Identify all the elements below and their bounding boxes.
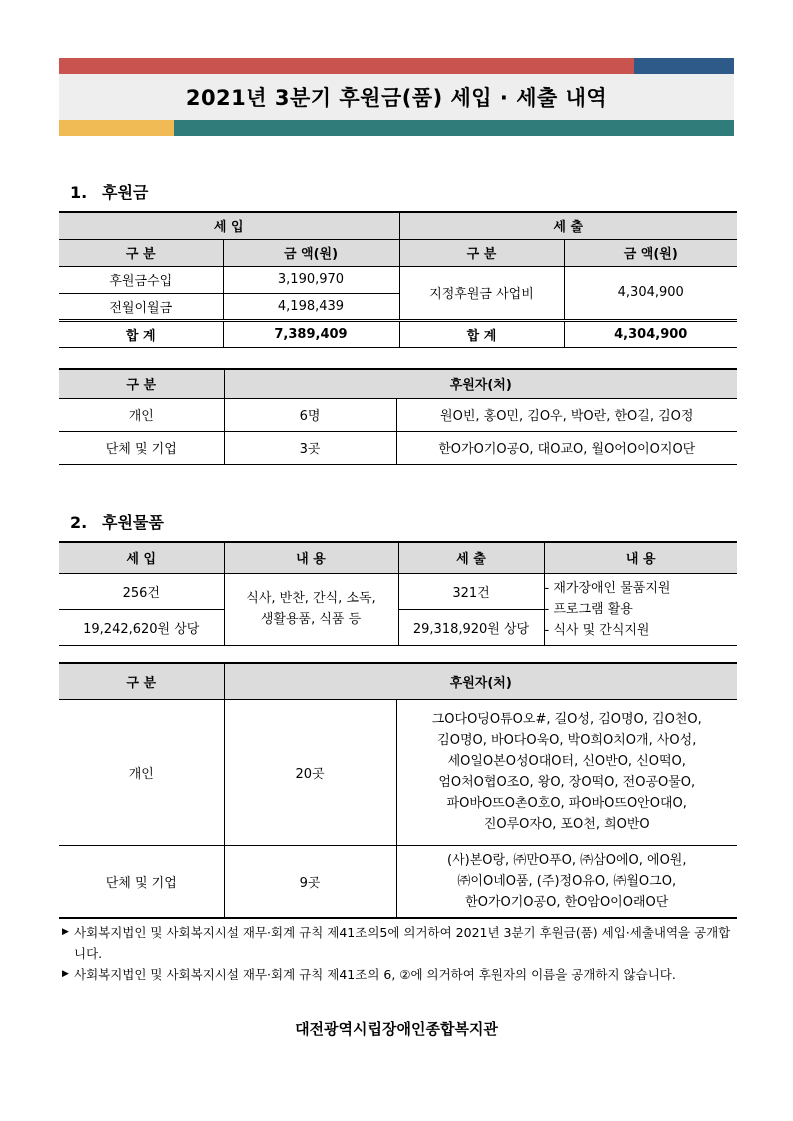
donor-names: 원O빈, 홍O민, 김O우, 박O란, 한O길, 김O정 bbox=[396, 398, 737, 431]
donor-names-line: 엄O처O협O조O, 왕O, 장O떡O, 전O공O물O, bbox=[438, 775, 696, 790]
note-text: 사회복지법인 및 사회복지시설 재무·회계 규칙 제41조의5에 의거하여 2021년 3분기 후원금(품) 세입·세출내역을 공개합니다. bbox=[74, 925, 731, 961]
header-bar-red bbox=[59, 58, 634, 74]
donor-names-line: (사)본O랑, ㈜만O푸O, ㈜삼O에O, 에O원, bbox=[447, 852, 687, 868]
income-total-amount: 7,389,409 bbox=[223, 320, 399, 347]
goods-income-value: 19,242,620원 상당 bbox=[59, 609, 224, 645]
expense-row-amount: 4,304,900 bbox=[564, 266, 737, 320]
triangle-bullet-icon: ▶ bbox=[62, 969, 69, 979]
income-row-amount: 3,190,970 bbox=[223, 266, 399, 293]
donor-type: 단체 및 기업 bbox=[59, 431, 224, 464]
triangle-bullet-icon: ▶ bbox=[62, 927, 69, 937]
table-row bbox=[59, 845, 737, 918]
donor-names-line: 한O가O기O공O, 한O암O이O래O단 bbox=[465, 894, 669, 910]
donor-count: 9곳 bbox=[224, 845, 396, 918]
goods-expense-value: 29,318,920원 상당 bbox=[398, 609, 544, 645]
goods-usage-line: - 프로그램 활용 bbox=[544, 601, 633, 617]
donor-names-line: 진O루O자O, 포O천, 희O반O bbox=[483, 817, 650, 832]
goods-donors-table bbox=[59, 662, 737, 919]
page-title: 2021년 3분기 후원금(품) 세입 · 세출 내역 bbox=[59, 74, 734, 120]
income-header: 세 입 bbox=[59, 212, 399, 239]
goods-content-header: 내 용 bbox=[224, 542, 398, 573]
header-bar-yellow bbox=[59, 120, 174, 136]
section-1-title bbox=[70, 180, 148, 203]
table-row bbox=[59, 398, 737, 431]
donors-category-header: 구 분 bbox=[59, 369, 224, 398]
goods-income-header: 세 입 bbox=[59, 542, 224, 573]
goods-income-content bbox=[224, 573, 398, 645]
donor-names-line: 그O다O딩O튜O오#, 길O성, 김O명O, 김O천O, bbox=[431, 712, 702, 727]
table-row bbox=[59, 573, 737, 609]
goods-content-line: 생활용품, 식품 등 bbox=[260, 612, 362, 627]
expense-category-header: 구 분 bbox=[399, 239, 564, 266]
table-row bbox=[59, 431, 737, 464]
donor-type: 개인 bbox=[59, 699, 224, 845]
donor-names: 한O가O기O공O, 대O교O, 월O어O이O지O단 bbox=[396, 431, 737, 464]
table-row bbox=[59, 266, 737, 293]
donor-names bbox=[396, 699, 737, 845]
organization-name: 대전광역시립장애인종합복지관 bbox=[295, 1020, 498, 1038]
expense-row-label: 지정후원금 사업비 bbox=[399, 266, 564, 320]
goods-usage-line: - 식사 및 간식지원 bbox=[544, 622, 650, 638]
donation-goods-table bbox=[59, 541, 737, 646]
section-1-label: 후원금 bbox=[102, 183, 149, 202]
goods-income-count: 256건 bbox=[59, 573, 224, 609]
note-text: 사회복지법인 및 사회복지시설 재무·회계 규칙 제41조의 6, ②에 의거하여 후원자의 이름을 공개하지 않습니다. bbox=[74, 967, 676, 982]
header-bar-blue bbox=[634, 58, 734, 74]
header-bar-teal bbox=[174, 120, 734, 136]
income-row-amount: 4,198,439 bbox=[223, 293, 399, 320]
donor-names bbox=[396, 845, 737, 918]
income-row-label: 후원금수입 bbox=[59, 266, 223, 293]
expense-header: 세 출 bbox=[399, 212, 737, 239]
goods-content-line: 식사, 반찬, 간식, 소독, bbox=[246, 591, 376, 606]
section-2-label: 후원물품 bbox=[102, 513, 164, 532]
goods-expense-count: 321건 bbox=[398, 573, 544, 609]
note-item bbox=[62, 922, 742, 964]
donor-names-line: 김O명O, 바O다O욱O, 박O희O치O개, 사O성, bbox=[437, 733, 697, 748]
section-1-number: 1. bbox=[70, 183, 88, 202]
donor-type: 개인 bbox=[59, 398, 224, 431]
donor-names-line: 파O바O뜨O촌O호O, 파O바O뜨O안O대O, bbox=[446, 796, 687, 811]
expense-total-label: 합 계 bbox=[399, 320, 564, 347]
donors-names-header: 후원자(처) bbox=[224, 369, 737, 398]
total-row bbox=[59, 320, 737, 347]
donor-type: 단체 및 기업 bbox=[59, 845, 224, 918]
goods-usage-header: 내 용 bbox=[544, 542, 737, 573]
note-item bbox=[62, 964, 742, 985]
income-row-label: 전월이월금 bbox=[59, 293, 223, 320]
section-2-number: 2. bbox=[70, 513, 88, 532]
goods-expense-header: 세 출 bbox=[398, 542, 544, 573]
donor-names-line: 세O일O본O성O대O터, 신O반O, 신O떡O, bbox=[447, 754, 686, 769]
goods-donors-names-header: 후원자(처) bbox=[224, 663, 737, 699]
donor-names-line: ㈜이O네O품, (주)정O유O, ㈜월O그O, bbox=[457, 873, 677, 889]
donor-count: 6명 bbox=[224, 398, 396, 431]
goods-expense-content bbox=[544, 573, 737, 645]
section-2-title bbox=[70, 510, 164, 533]
income-category-header: 구 분 bbox=[59, 239, 223, 266]
goods-usage-line: - 재가장애인 물품지원 bbox=[544, 580, 671, 596]
income-total-label: 합 계 bbox=[59, 320, 223, 347]
donor-count: 20곳 bbox=[224, 699, 396, 845]
notes bbox=[62, 922, 742, 985]
money-donors-table bbox=[59, 368, 737, 465]
table-row bbox=[59, 699, 737, 845]
goods-donors-category-header: 구 분 bbox=[59, 663, 224, 699]
expense-total-amount: 4,304,900 bbox=[564, 320, 737, 347]
income-amount-header: 금 액(원) bbox=[223, 239, 399, 266]
donor-count: 3곳 bbox=[224, 431, 396, 464]
donation-money-table bbox=[59, 211, 737, 348]
expense-amount-header: 금 액(원) bbox=[564, 239, 737, 266]
